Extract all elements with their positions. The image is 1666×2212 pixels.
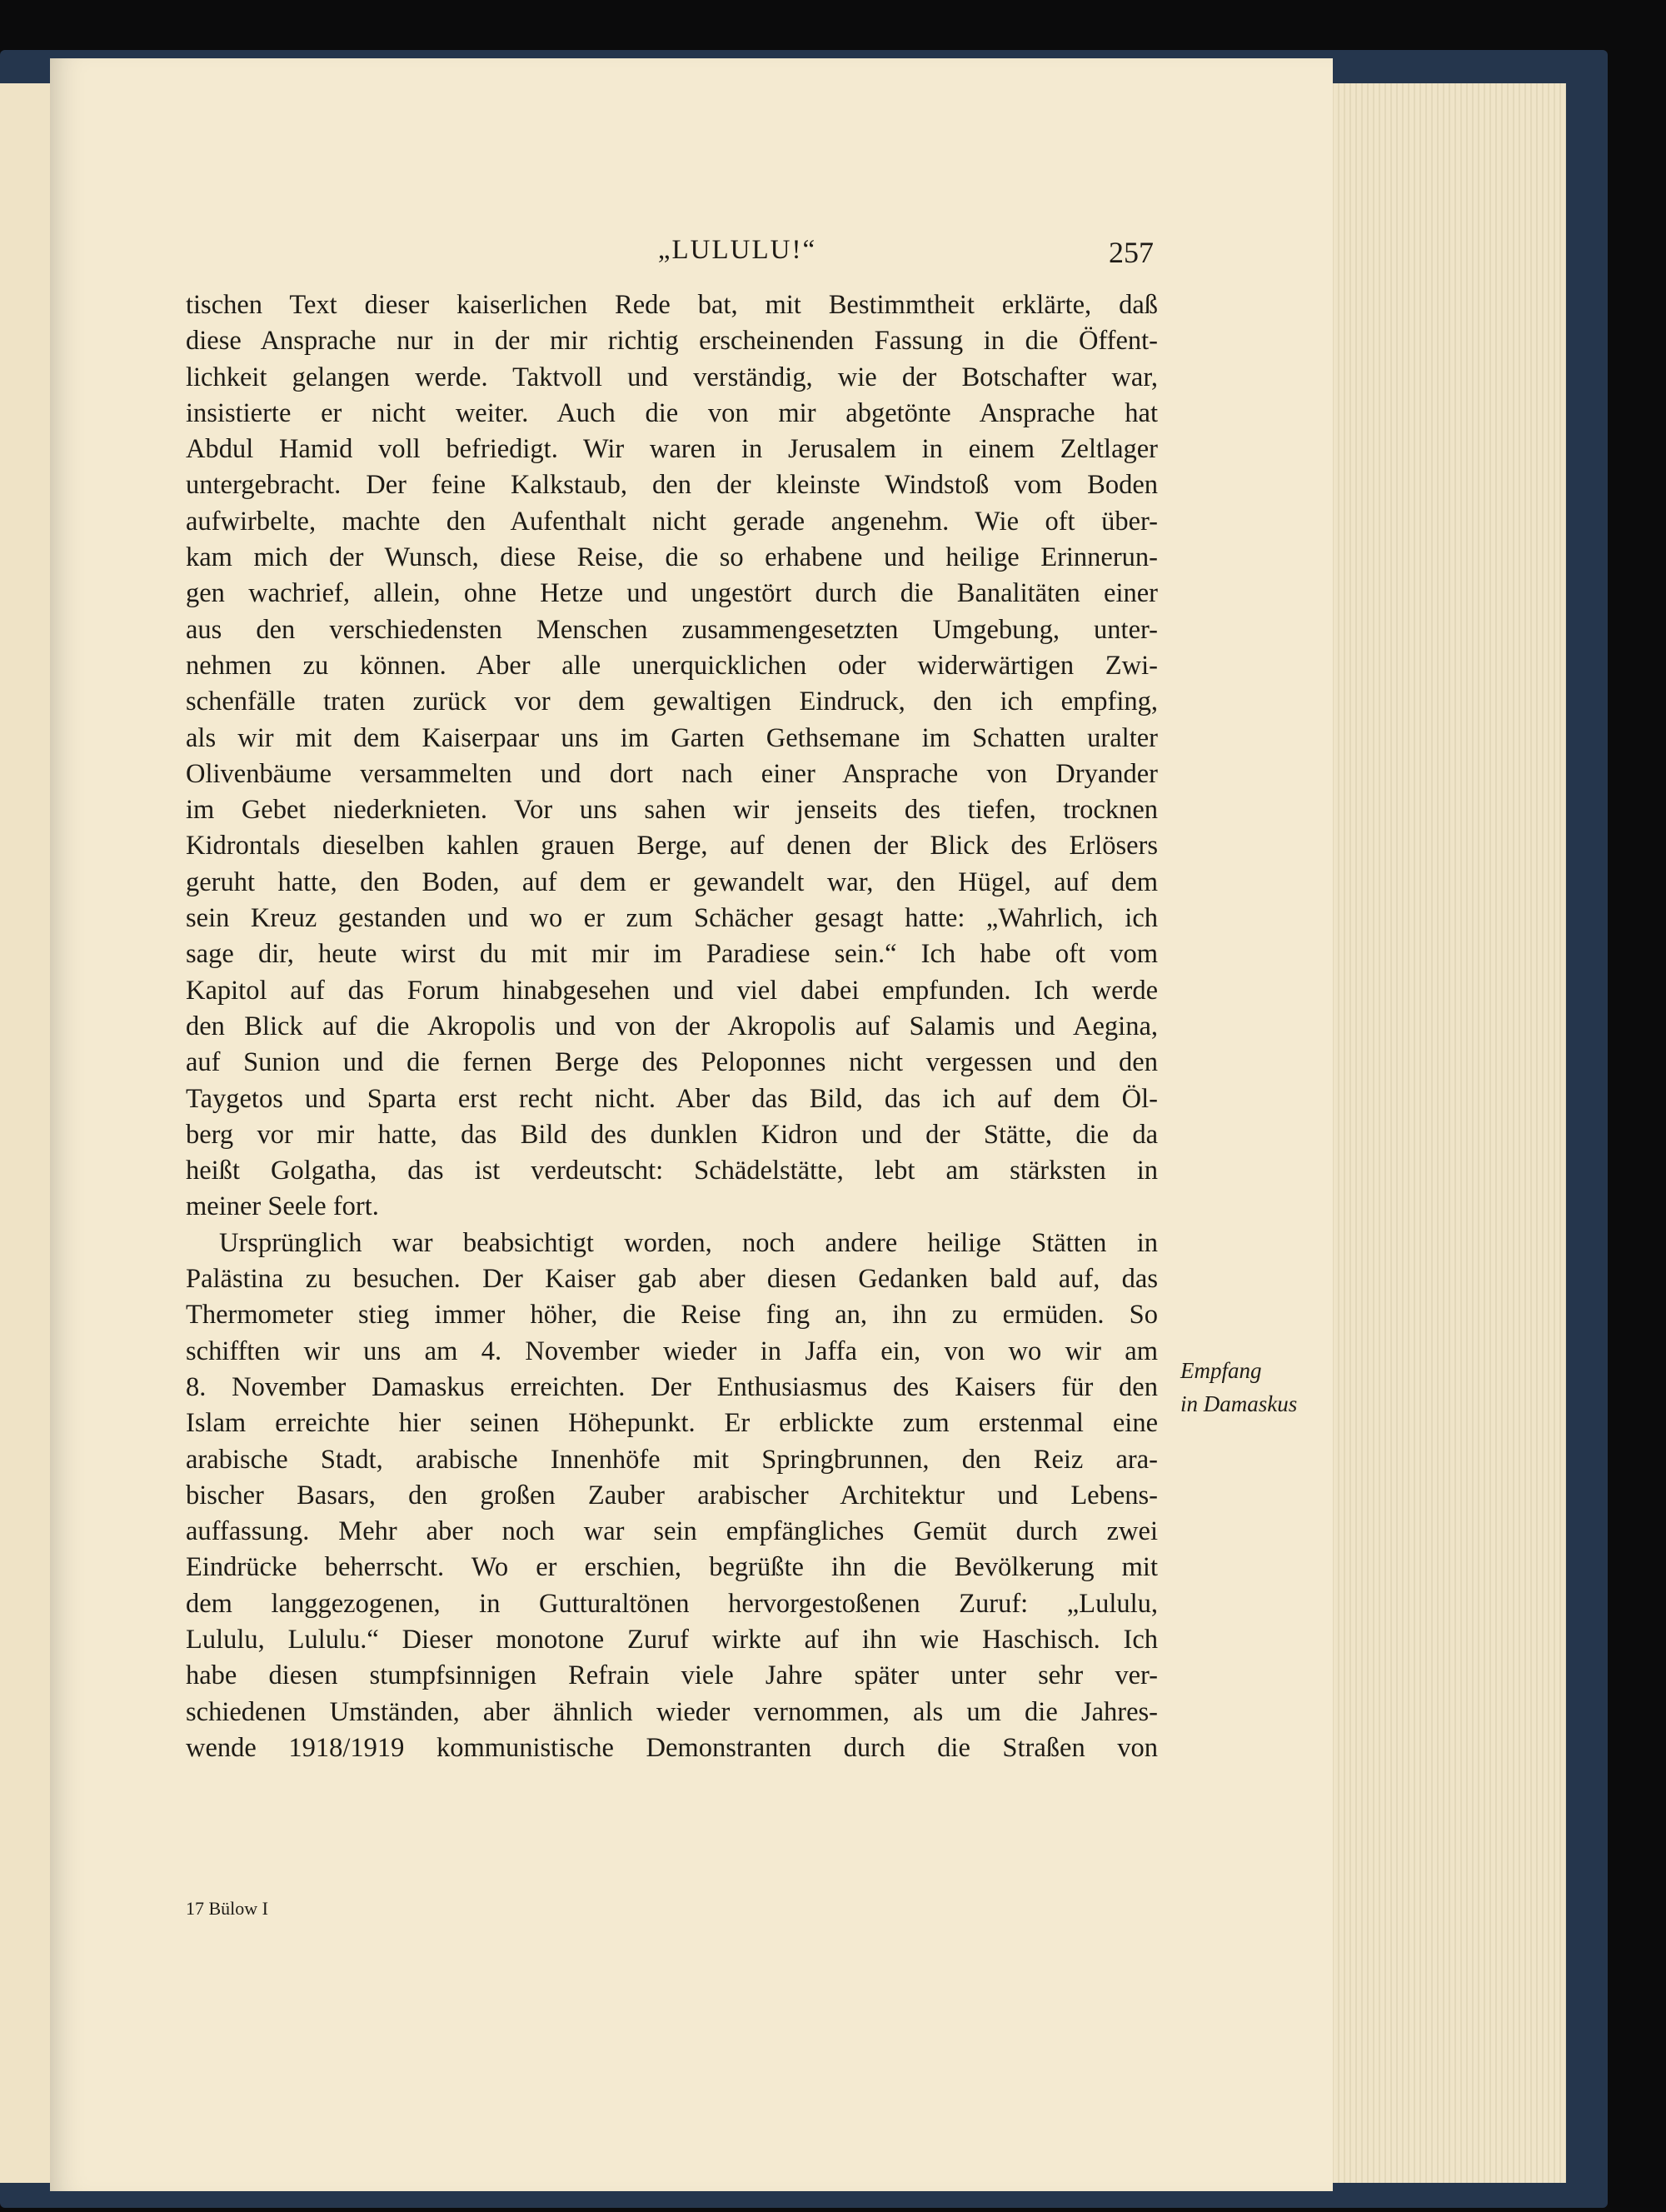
text-line: Thermometer stieg immer höher, die Reise fing an, ihn zu ermüden. So bbox=[186, 1300, 1158, 1331]
text-line: berg vor mir hatte, das Bild des dunklen Kidron und der Stätte, die da bbox=[186, 1119, 1158, 1150]
text-line: aus den verschiedensten Menschen zusammengesetzten Umgebung, unter- bbox=[186, 614, 1158, 645]
text-line: diese Ansprache nur in der mir richtig erscheinenden Fassung in die Öffent- bbox=[186, 326, 1158, 357]
text-line: sage dir, heute wirst du mit mir im Paradiese sein.“ Ich habe oft vom bbox=[186, 939, 1158, 970]
text-line: bischer Basars, den großen Zauber arabischer Architektur und Lebens- bbox=[186, 1480, 1158, 1510]
page-number: 257 bbox=[1109, 236, 1154, 269]
text-line: auf Sunion und die fernen Berge des Peloponnes nicht vergessen und den bbox=[186, 1047, 1158, 1078]
text-line: meiner Seele fort. bbox=[186, 1191, 379, 1222]
text-line: schenfälle traten zurück vor dem gewaltigen Eindruck, den ich empfing, bbox=[186, 687, 1158, 717]
printer-signature: 17 Bülow I bbox=[186, 1898, 268, 1919]
text-line: nehmen zu können. Aber alle unerquicklichen oder widerwärtigen Zwi- bbox=[186, 650, 1158, 681]
text-line: auffassung. Mehr aber noch war sein empfängliches Gemüt durch zwei bbox=[186, 1516, 1158, 1547]
text-line: insistierte er nicht weiter. Auch die von mir abgetönte Ansprache hat bbox=[186, 397, 1158, 428]
margin-note-line: in Damaskus bbox=[1180, 1391, 1298, 1416]
paragraph bbox=[186, 287, 1158, 1226]
text-line: Palästina zu besuchen. Der Kaiser gab aber diesen Gedanken bald auf, das bbox=[186, 1264, 1158, 1295]
text-line: schiedenen Umständen, aber ähnlich wieder vernommen, als um die Jahres- bbox=[186, 1696, 1158, 1727]
text-line: sein Kreuz gestanden und wo er zum Schächer gesagt hatte: „Wahrlich, ich bbox=[186, 903, 1158, 934]
text-line: aufwirbelte, machte den Aufenthalt nicht gerade angenehm. Wie oft über- bbox=[186, 506, 1158, 537]
text-line: heißt Golgatha, das ist verdeutscht: Schädelstätte, lebt am stärksten in bbox=[186, 1156, 1158, 1186]
text-line: Abdul Hamid voll befriedigt. Wir waren in Jerusalem in einem Zeltlager bbox=[186, 434, 1158, 465]
left-page-edge bbox=[0, 83, 52, 2183]
running-head bbox=[471, 235, 1154, 277]
text-line: Ursprünglich war beabsichtigt worden, noch andere heilige Stätten in bbox=[219, 1227, 1158, 1258]
text-line: Islam erreichte hier seinen Höhepunkt. Er erblickte zum erstenmal eine bbox=[186, 1408, 1158, 1439]
text-line: habe diesen stumpfsinnigen Refrain viele Jahre später unter sehr ver- bbox=[186, 1660, 1158, 1691]
text-line: gen wachrief, allein, ohne Hetze und ungestört durch die Banalitäten einer bbox=[186, 578, 1158, 609]
text-line: lichkeit gelangen werde. Taktvoll und verständig, wie der Botschafter war, bbox=[186, 362, 1158, 392]
text-line: untergebracht. Der feine Kalkstaub, den der kleinste Windstoß vom Boden bbox=[186, 470, 1158, 501]
text-line: schifften wir uns am 4. November wieder in Jaffa ein, von wo wir am bbox=[186, 1336, 1158, 1366]
text-line: arabische Stadt, arabische Innenhöfe mit Springbrunnen, den Reiz ara- bbox=[186, 1444, 1158, 1475]
margin-note bbox=[1180, 1354, 1347, 1421]
text-line: geruht hatte, den Boden, auf dem er gewandelt war, den Hügel, auf dem bbox=[186, 866, 1158, 897]
text-line: Kidrontals dieselben kahlen grauen Berge, auf denen der Blick des Erlösers bbox=[186, 831, 1158, 861]
text-line: dem langgezogenen, in Gutturaltönen hervorgestoßenen Zuruf: „Lululu, bbox=[186, 1588, 1158, 1619]
text-line: im Gebet niederknieten. Vor uns sahen wir jenseits des tiefen, trocknen bbox=[186, 795, 1158, 826]
margin-note-line: Empfang bbox=[1180, 1358, 1262, 1383]
text-line: Olivenbäume versammelten und dort nach einer Ansprache von Dryander bbox=[186, 758, 1158, 789]
text-line: wende 1918/1919 kommunistische Demonstranten durch die Straßen von bbox=[186, 1732, 1158, 1763]
text-line: Taygetos und Sparta erst recht nicht. Aber das Bild, das ich auf dem Öl- bbox=[186, 1083, 1158, 1114]
book-page bbox=[50, 58, 1333, 2191]
text-line: den Blick auf die Akropolis und von der Akropolis auf Salamis und Aegina, bbox=[186, 1011, 1158, 1041]
text-line: Lululu, Lululu.“ Dieser monotone Zuruf wirkte auf ihn wie Haschisch. Ich bbox=[186, 1624, 1158, 1655]
text-line: tischen Text dieser kaiserlichen Rede bat, mit Bestimmtheit erklärte, daß bbox=[186, 290, 1158, 320]
text-line: als wir mit dem Kaiserpaar uns im Garten Gethsemane im Schatten uralter bbox=[186, 722, 1158, 753]
running-title: „LULULU!“ bbox=[657, 235, 817, 265]
paragraph bbox=[186, 1226, 1158, 1766]
text-line: kam mich der Wunsch, diese Reise, die so erhabene und heilige Erinnerun- bbox=[186, 542, 1158, 573]
body-text bbox=[186, 287, 1158, 1766]
text-line: 8. November Damaskus erreichten. Der Enthusiasmus des Kaisers für den bbox=[186, 1371, 1158, 1402]
text-line: Kapitol auf das Forum hinabgesehen und viel dabei empfunden. Ich werde bbox=[186, 975, 1158, 1006]
text-line: Eindrücke beherrscht. Wo er erschien, begrüßte ihn die Bevölkerung mit bbox=[186, 1552, 1158, 1583]
page-stack-edge bbox=[1316, 83, 1566, 2183]
